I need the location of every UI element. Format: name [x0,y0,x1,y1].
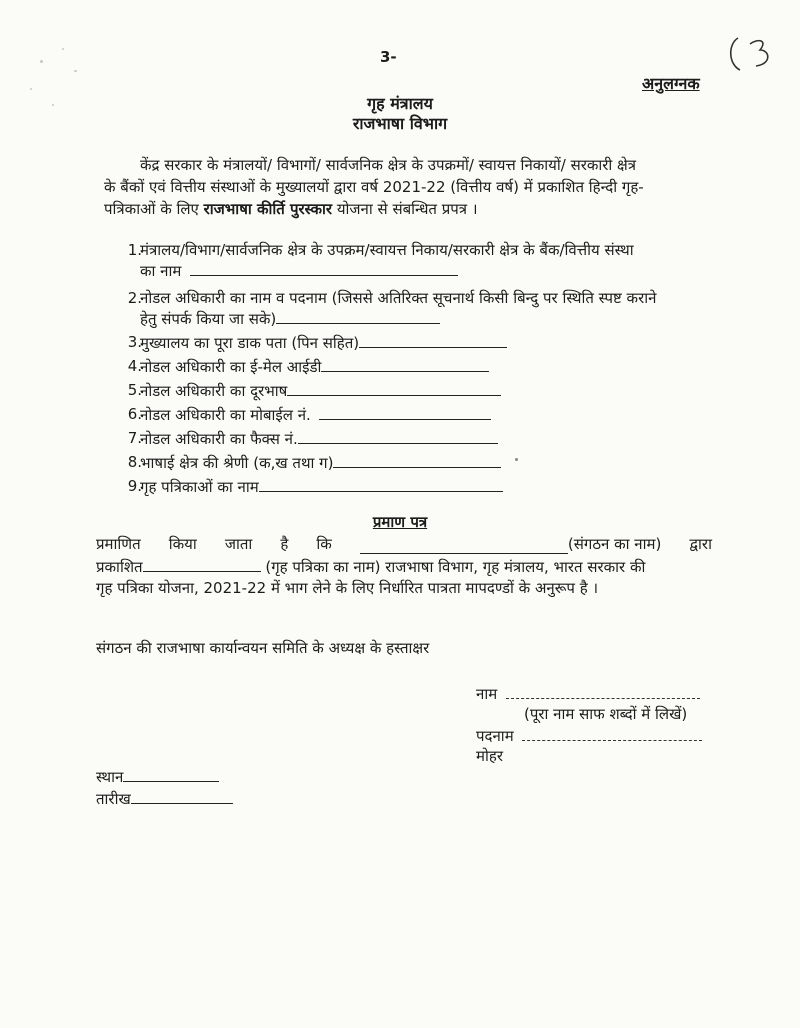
magazine-name-blank[interactable] [259,476,503,492]
item-3-text: मुख्यालय का पूरा डाक पता (पिन सहित) [140,334,360,352]
certificate-line-2 [96,556,712,577]
place-row [96,766,219,787]
intro-line-2: के बैंकों एवं वित्तीय संस्थाओं के मुख्यालयों द्वारा वर्ष 2021-22 (वित्तीय वर्ष) में प्रकाशित हिन्दी गृह- [104,178,644,196]
certificate-line-1 [96,534,712,554]
page-number: 3- [380,48,397,66]
certificate-title-wrap [0,512,800,532]
item-number: 7. [127,429,142,447]
item-4-row [140,356,489,377]
date-row [96,788,233,809]
handwritten-number-mark [724,30,784,76]
date-blank[interactable] [131,788,233,804]
name-label: नाम [476,685,498,703]
item-1-text: मंत्रालय/विभाग/सार्वजनिक क्षेत्र के उपक्रम/स्वायत्त निकाय/सरकारी क्षेत्र के बैंक/वित्तीय संस्था [140,241,634,259]
item-9-text: गृह पत्रिकाओं का नाम [140,478,259,496]
item-9-row [140,476,503,497]
cert-word: कि [316,535,332,553]
cert-word: द्वारा [689,535,712,553]
email-blank[interactable] [321,356,489,372]
certificate-title: प्रमाण पत्र [372,513,428,531]
name-row [476,684,700,704]
item-8-text: भाषाई क्षेत्र की श्रेणी (क,ख तथा ग) [140,454,334,472]
place-label: स्थान [96,768,124,786]
cert-word: है [280,535,289,553]
item-6-text: नोडल अधिकारी का मोबाईल नं. [140,406,311,424]
item-1-cont-text: का नाम [140,262,182,280]
item-number: 2. [127,289,142,307]
name-hint: (पूरा नाम साफ शब्दों में लिखें) [524,705,688,723]
item-8-row [140,452,501,473]
designation-row [476,726,702,746]
cert-line-2-text: (गृह पत्रिका का नाम) राजभाषा विभाग, गृह मंत्रालय, भारत सरकार की [265,558,646,576]
item-1-continuation [140,260,458,281]
designation-label: पदनाम [476,727,514,745]
department-heading: राजभाषा विभाग [352,114,448,133]
item-2-continuation [140,308,440,329]
address-blank[interactable] [359,332,507,348]
org-name-label: (संगठन का नाम) [567,535,662,553]
item-7-row [140,428,498,449]
org-name-blank[interactable] [190,260,458,276]
intro-line-3-prefix: पत्रिकाओं के लिए [104,200,199,218]
date-label: तारीख [96,790,131,808]
seal-label: मोहर [476,747,503,765]
cert-word: जाता [224,535,253,553]
fax-blank[interactable] [298,428,498,444]
cert-word: प्रकाशित [96,558,143,576]
cert-magazine-blank[interactable] [143,556,261,572]
nodal-officer-blank[interactable] [276,308,440,324]
mobile-blank[interactable] [319,404,491,420]
ministry-heading: गृह मंत्रालय [367,94,433,113]
intro-line-3 [104,198,478,220]
cert-word: प्रमाणित [96,535,141,553]
item-3-row [140,332,507,353]
item-number: 8. [127,453,142,471]
item-number: 6. [127,405,142,423]
place-blank[interactable] [123,766,219,782]
committee-signature-label: संगठन की राजभाषा कार्यान्वयन समिति के अध्यक्ष के हस्ताक्षर [96,639,430,657]
org-blank-group [360,534,661,554]
item-number: 5. [127,381,142,399]
cert-word: किया [168,535,197,553]
item-6-row [140,404,491,425]
item-2-cont-text: हेतु संपर्क किया जा सके) [140,310,277,328]
item-number: 3. [127,333,142,351]
item-2-text: नोडल अधिकारी का नाम व पदनाम (जिससे अतिरिक्त सूचनार्थ किसी बिन्दु पर स्थिति स्पष्ट कराने [140,289,657,307]
designation-blank[interactable] [522,728,702,741]
item-number: 4. [127,357,142,375]
phone-blank[interactable] [287,380,501,396]
item-number: 1. [127,241,142,259]
annexure-label: अनुलग्नक [642,74,700,93]
cert-org-blank[interactable] [360,538,568,554]
item-5-row [140,380,501,401]
name-blank[interactable] [506,686,700,699]
intro-line-1: केंद्र सरकार के मंत्रालयों/ विभागों/ सार्वजनिक क्षेत्र के उपक्रमों/ स्वायत्त निकायों/ सरकारी क्षेत्र [140,156,637,174]
item-5-text: नोडल अधिकारी का दूरभाष [140,382,288,400]
item-7-text: नोडल अधिकारी का फैक्स नं. [140,430,298,448]
region-category-blank[interactable] [333,452,501,468]
award-name: राजभाषा कीर्ति पुरस्कार [203,200,333,218]
intro-line-3-suffix: योजना से संबन्धित प्रपत्र । [336,200,478,218]
certificate-line-3: गृह पत्रिका योजना, 2021-22 में भाग लेने के लिए निर्धारित पात्रता मापदण्डों के अनुरूप है । [96,579,599,597]
item-number: 9. [127,477,142,495]
item-4-text: नोडल अधिकारी का ई-मेल आईडी [140,358,322,376]
